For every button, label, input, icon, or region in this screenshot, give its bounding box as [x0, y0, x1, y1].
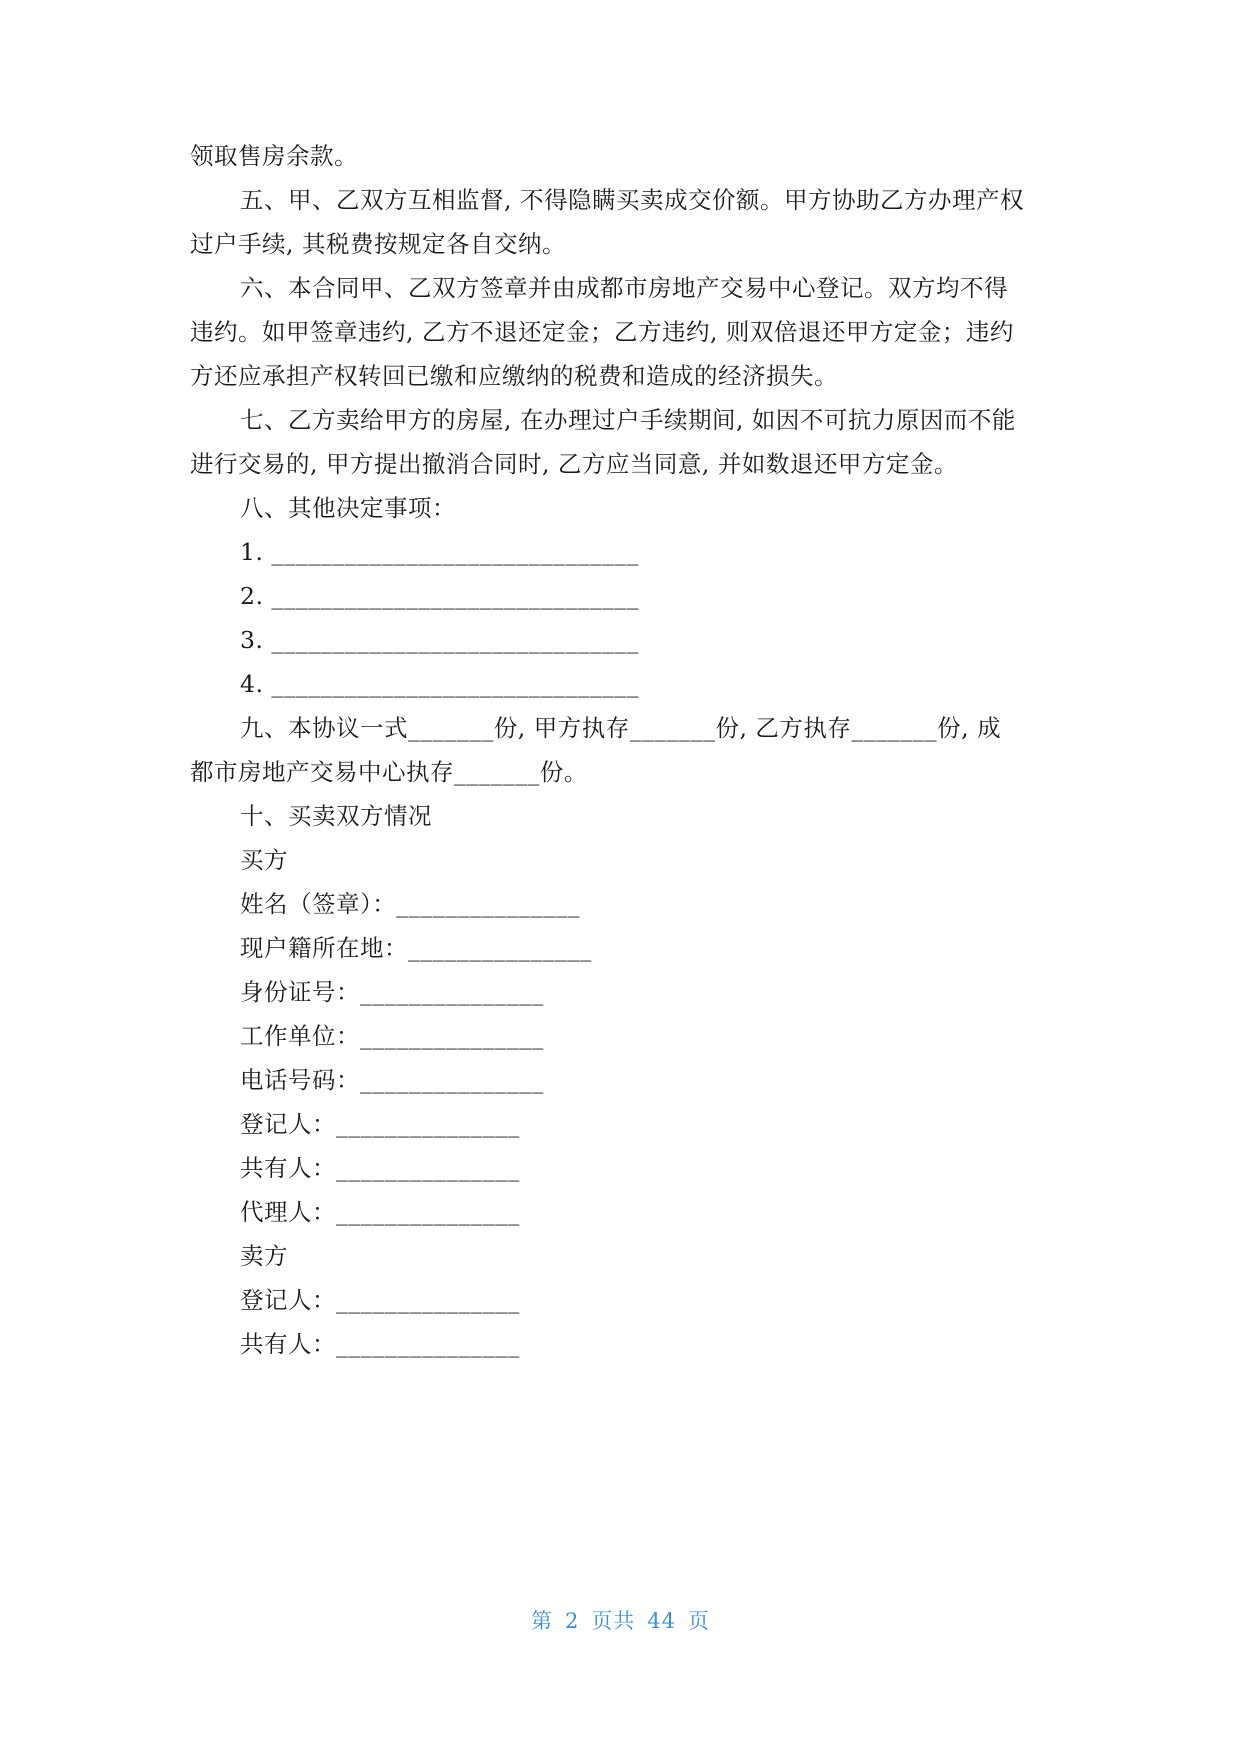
clause-6: 六、本合同甲、乙双方签章并由成都市房地产交易中心登记。双方均不得 — [240, 274, 1008, 302]
buyer-phone-field: 电话号码：_______________ — [240, 1066, 544, 1094]
text-line: 方还应承担产权转回已缴和应缴纳的税费和造成的经济损失。 — [190, 362, 838, 390]
clause-7: 七、乙方卖给甲方的房屋, 在办理过户手续期间, 如因不可抗力原因而不能 — [240, 406, 1016, 434]
footer-total-pages: 44 — [647, 1609, 677, 1633]
buyer-residence-field: 现户籍所在地：_______________ — [240, 934, 592, 962]
buyer-agent-field: 代理人：_______________ — [240, 1198, 520, 1226]
footer-page-number: 2 — [564, 1609, 580, 1633]
text-line: 违约。如甲签章违约, 乙方不退还定金；乙方违约, 则双倍退还甲方定金；违约 — [190, 318, 1014, 346]
buyer-registrant-field: 登记人：_______________ — [240, 1110, 520, 1138]
blank-item-2: 2. ______________________________ — [240, 582, 639, 610]
buyer-id-field: 身份证号：_______________ — [240, 978, 544, 1006]
clause-9: 九、本协议一式_______份, 甲方执存_______份, 乙方执存_______份, 成 — [240, 714, 1002, 742]
blank-item-1: 1. ______________________________ — [240, 538, 639, 566]
footer-suffix: 页 — [688, 1609, 711, 1633]
footer-prefix: 第 — [530, 1609, 553, 1633]
seller-coowner-field: 共有人：_______________ — [240, 1330, 520, 1358]
blank-item-4: 4. ______________________________ — [240, 670, 639, 698]
footer-middle: 页共 — [591, 1609, 636, 1633]
buyer-heading: 买方 — [240, 846, 288, 874]
buyer-coowner-field: 共有人：_______________ — [240, 1154, 520, 1182]
clause-8: 八、其他决定事项： — [240, 494, 456, 522]
seller-heading: 卖方 — [240, 1242, 288, 1270]
clause-10: 十、买卖双方情况 — [240, 802, 432, 830]
buyer-employer-field: 工作单位：_______________ — [240, 1022, 544, 1050]
text-line: 进行交易的, 甲方提出撤消合同时, 乙方应当同意, 并如数退还甲方定金。 — [190, 450, 958, 478]
seller-registrant-field: 登记人：_______________ — [240, 1286, 520, 1314]
text-line: 过户手续, 其税费按规定各自交纳。 — [190, 230, 566, 258]
blank-item-3: 3. ______________________________ — [240, 626, 639, 654]
text-line: 领取售房余款。 — [190, 142, 358, 170]
text-line: 都市房地产交易中心执存_______份。 — [190, 758, 588, 786]
buyer-name-field: 姓名（签章）：_______________ — [240, 890, 580, 918]
clause-5: 五、甲、乙双方互相监督, 不得隐瞒买卖成交价额。甲方协助乙方办理产权 — [240, 186, 1024, 214]
page-footer — [0, 1605, 1241, 1635]
